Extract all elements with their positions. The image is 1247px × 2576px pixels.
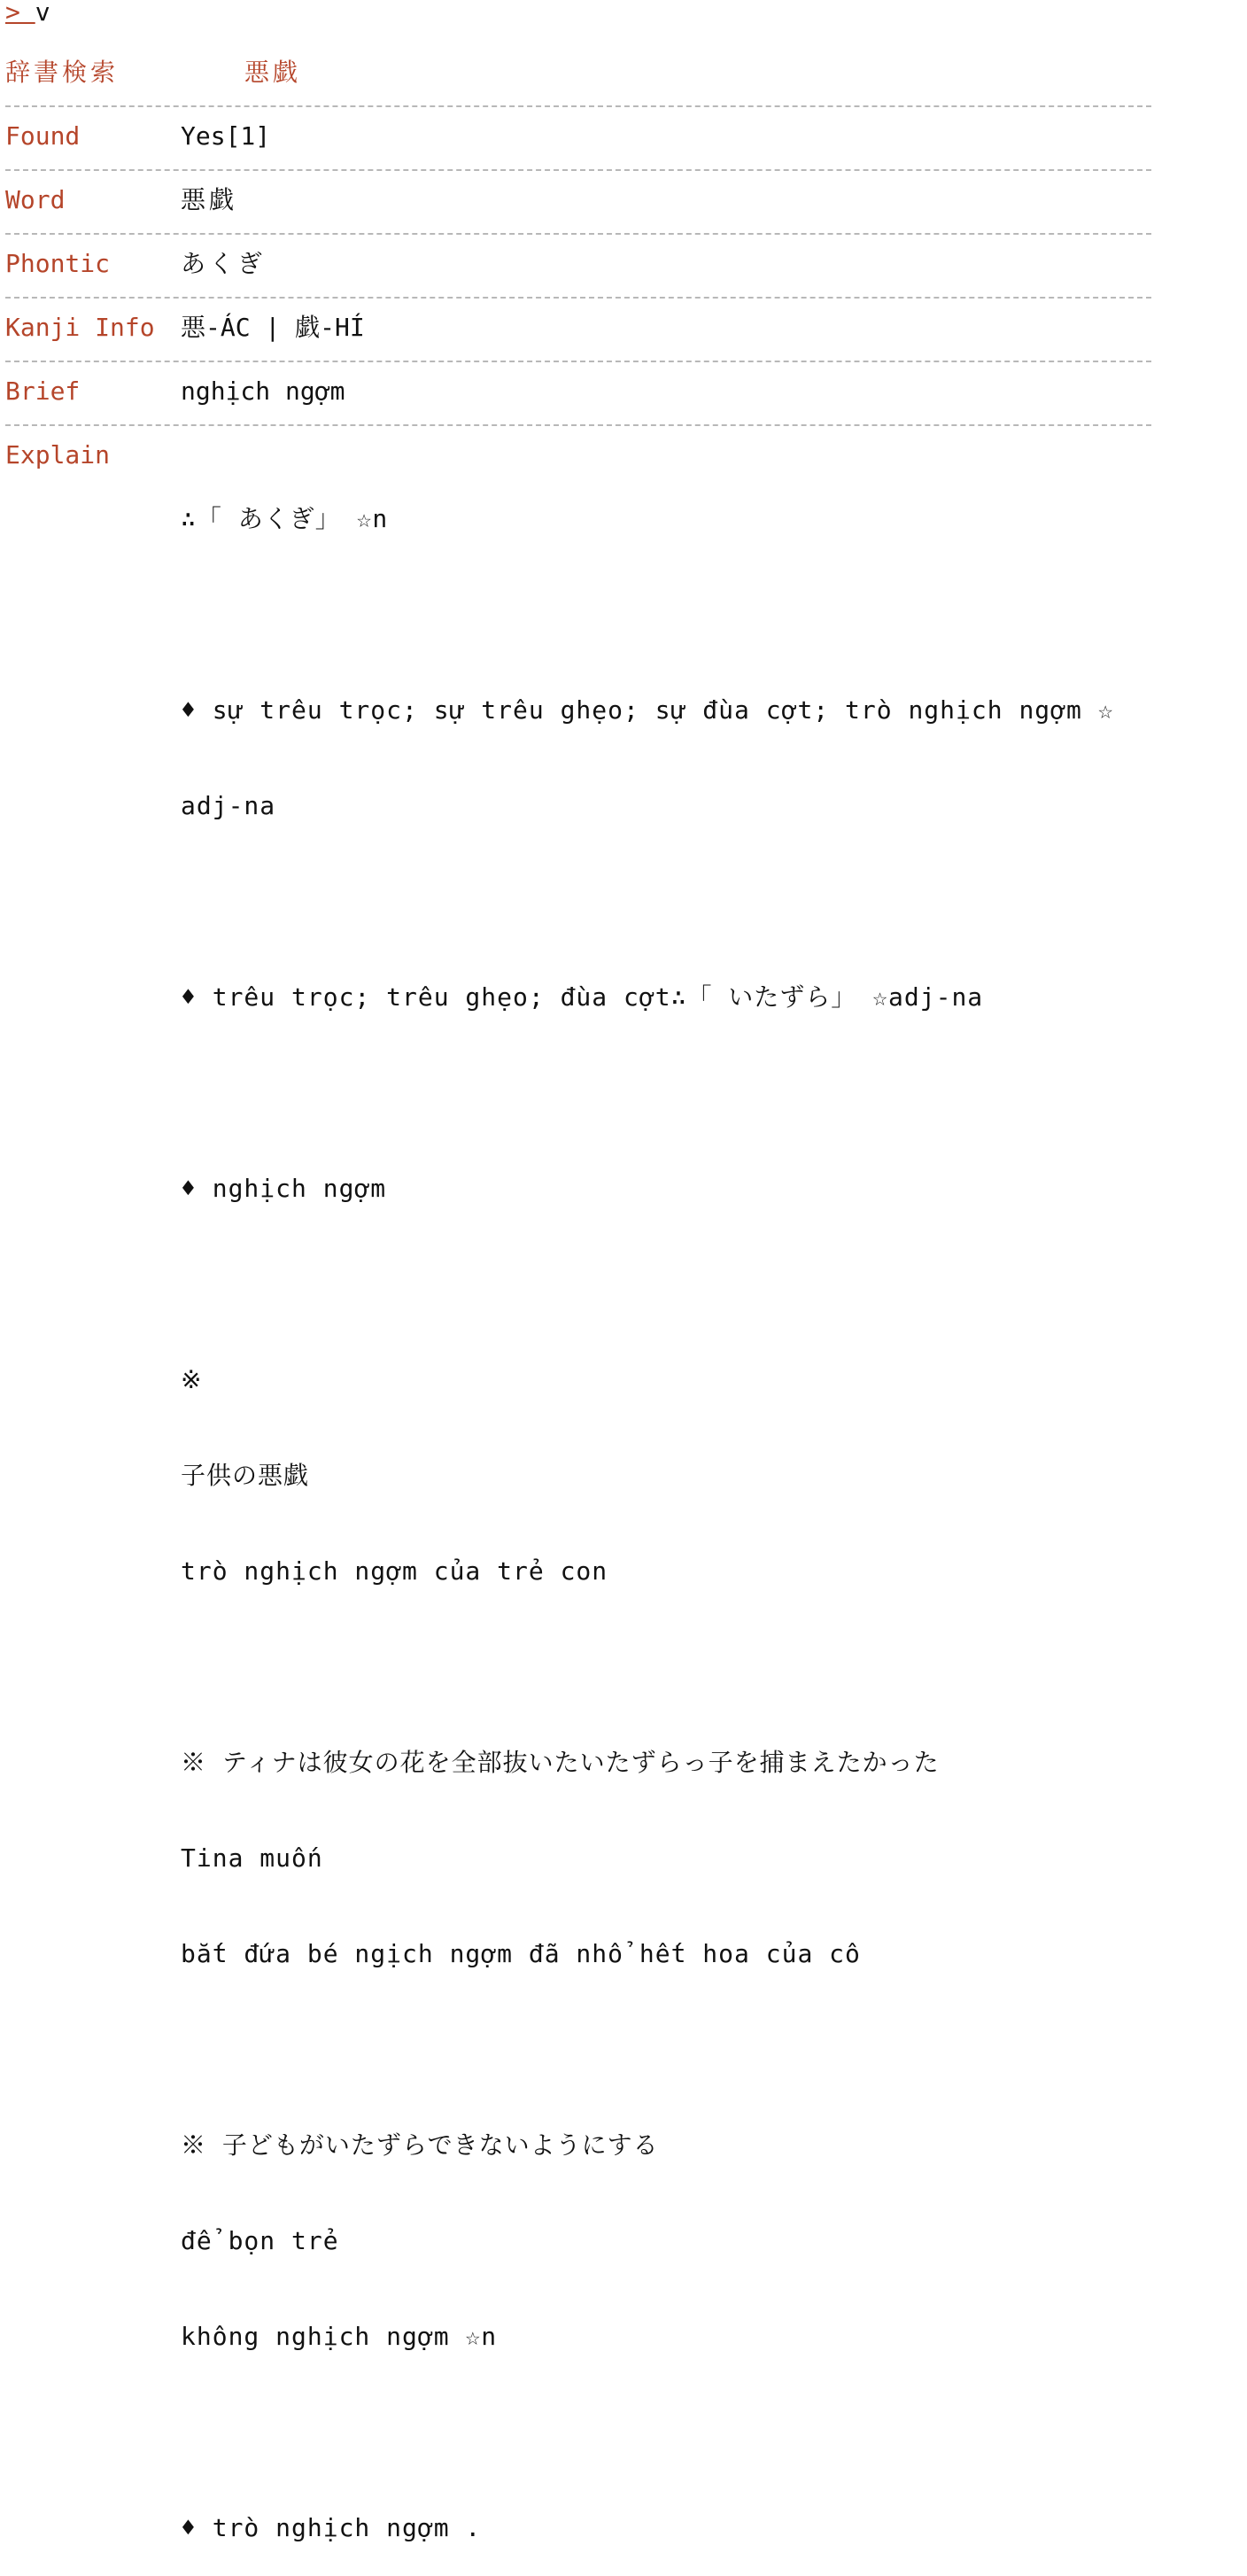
divider (5, 297, 1151, 299)
explain-line: ♦ trò nghịch ngợm . (181, 2513, 482, 2542)
explain-line: ♦ trêu trọc; trêu ghẹo; đùa cợt∴「 いたずら」 ☆adj-na (181, 982, 984, 1012)
explain-line: không nghịch ngợm ☆n (181, 2322, 498, 2351)
prompt-marker: > (5, 0, 35, 27)
divider (5, 424, 1151, 426)
phontic-label: Phontic (5, 249, 111, 278)
kanji-info-value: 悪-ÁC | 戯-HÍ (181, 313, 365, 342)
kanji-info-label: Kanji Info (5, 313, 155, 342)
brief-value: nghịch ngợm (181, 376, 345, 406)
explain-line: ♦ nghịch ngợm (181, 1174, 387, 1203)
divider (5, 233, 1151, 235)
explain-line: ※ 子どもがいたずらできないようにする (181, 2130, 659, 2160)
found-label: Found (5, 121, 81, 151)
explain-line: adj-na (181, 791, 276, 820)
explain-line: để bọn trẻ (181, 2226, 339, 2255)
phontic-value: あくぎ (181, 249, 267, 278)
brief-label: Brief (5, 376, 81, 406)
search-query: 悪戯 (244, 58, 302, 87)
word-value: 悪戯 (181, 185, 238, 214)
explain-line: ※ ティナは彼女の花を全部抜いたいたずらっ子を捕まえたかった (181, 1748, 940, 1777)
explain-line: trò nghịch ngợm của trẻ con (181, 1556, 608, 1586)
explain-line: bắt đứa bé ngịch ngợm đã nhổ hết hoa của cô (181, 1939, 861, 1968)
explain-line (181, 1077, 1173, 1109)
explain-line (181, 1651, 1173, 1683)
dictionary-title: 辞書検索 (5, 58, 120, 87)
explain-line: Tina muốn (181, 1843, 323, 1873)
found-value: Yes[1] (181, 121, 271, 151)
explain-content (181, 439, 1173, 2576)
divider (5, 361, 1151, 362)
explain-line: ♦ sự trêu trọc; sự trêu ghẹo; sự đùa cợt; trò nghịch ngợm ☆ (181, 695, 1114, 725)
divider (5, 169, 1151, 171)
explain-line: ∴「 あくぎ」 ☆n (181, 504, 389, 533)
explain-line (181, 2417, 1173, 2448)
explain-line (181, 886, 1173, 918)
explain-label: Explain (5, 440, 111, 469)
explain-line: 子供の悪戯 (181, 1461, 310, 1490)
command-prompt[interactable] (5, 0, 50, 28)
prompt-input[interactable]: v (35, 0, 50, 27)
divider (5, 105, 1151, 107)
explain-line: ※ (181, 1365, 203, 1394)
explain-line (181, 2034, 1173, 2066)
word-label: Word (5, 185, 66, 214)
explain-line (181, 1269, 1173, 1300)
explain-line (181, 599, 1173, 631)
